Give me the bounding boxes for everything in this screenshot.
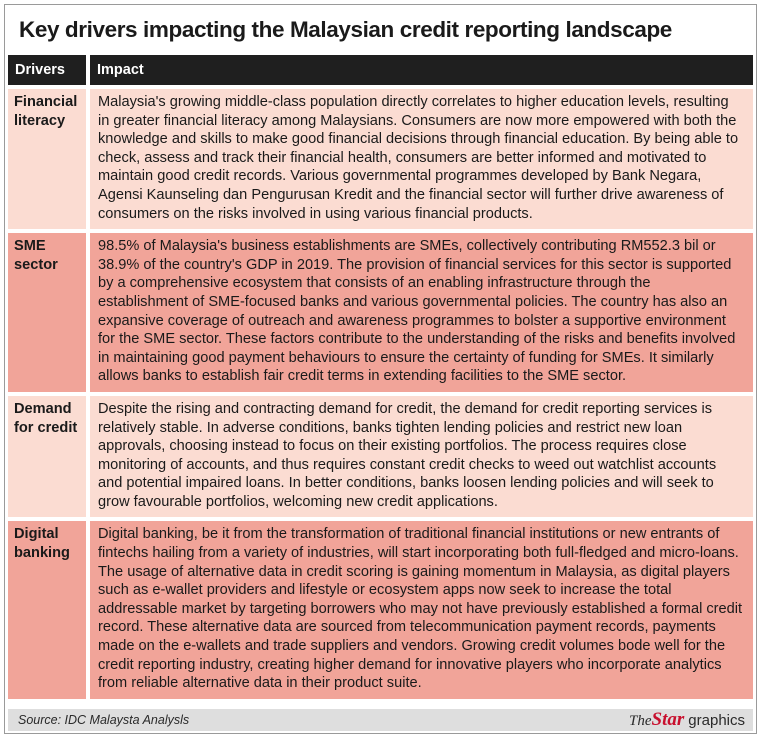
table-row	[8, 85, 753, 229]
brand-star: Star	[651, 709, 685, 730]
brand-the: The	[629, 713, 652, 729]
header-drivers: Drivers	[8, 55, 90, 85]
infographic-title: Key drivers impacting the Malaysian credit reporting landscape	[19, 17, 672, 42]
impact-demand-for-credit: Despite the rising and contracting demand for credit, the demand for credit reporting services is relatively stable. In adverse conditions, banks tighten lending policies and restrict new loan approvals, choosing instead to focus on their existing portfolios. The process requires close monitoring of accounts, and thus requires constant credit checks to weed out watchlist accounts and potential impaired loans. In better conditions, banks loosen lending policies and will seek to grow favourable portfolios, welcoming new credit applications.	[90, 392, 753, 518]
table-header-row	[8, 55, 753, 85]
driver-sme-sector: SME sector	[8, 229, 90, 392]
driver-demand-for-credit: Demand for credit	[8, 392, 90, 518]
impact-digital-banking: Digital banking, be it from the transformation of traditional financial institutions or new entrants of fintechs hailing from a variety of industries, will start incorporating both full-fledged and micro-loans. The usage of alternative data in credit scoring is gaining momentum in Malaysia, as digital players such as e-wallet providers and lifestyle or ecosystem apps now seek to increase the total addressable market by targeting borrowers who may not have previously established a formal credit record. These alternative data are sourced from telecommunication payment records, payments made on the e-wallets and trade suppliers and vendors. Growing credit volumes bode well for the credit reporting industry, creating higher demand for innovative players who incorporate analytics from reliable alternative data in their product suite.	[90, 517, 753, 698]
table-row	[8, 392, 753, 518]
impact-sme-sector: 98.5% of Malaysia's business establishments are SMEs, collectively contributing RM552.3 bil or 38.9% of the country's GDP in 2019. The provision of financial services for this sector is supported by a comprehensive ecosystem that consists of an enabling infrastructure through the establishment of SME-focused banks and various governmental policies. The country has also an expansive coverage of outreach and awareness programmes to bolster a supportive environment for the SME sector. These factors contribute to the understanding of the risks and benefits involved in maintaining good payment behaviours to ensure the certainty of funding for SMEs. It similarly allows banks to establish fair credit terms in extending facilities to the SME sector.	[90, 229, 753, 392]
infographic-frame	[4, 4, 757, 734]
table-row	[8, 229, 753, 392]
drivers-table	[8, 55, 753, 699]
table-row	[8, 517, 753, 698]
footer-bar	[8, 709, 753, 731]
thestar-graphics-logo	[629, 709, 745, 731]
header-impact: Impact	[90, 55, 753, 85]
source-note: Source: IDC Malaysta Analysls	[18, 713, 190, 727]
impact-financial-literacy: Malaysia's growing middle-class population directly correlates to higher education levels, resulting in greater financial literacy among Malaysians. Consumers are now more empowered with both the knowledge and skills to make good financial decisions through financial education. By being able to check, assess and track their financial health, consumers are better informed and motivated to maintain good credit records. Various governmental programmes developed by Bank Negara, Agensi Kaunseling dan Pengurusan Kredit and the financial sector will further drive awareness of consumers on the risks involved in using various financial products.	[90, 85, 753, 229]
driver-financial-literacy: Financial literacy	[8, 85, 90, 229]
brand-graphics: graphics	[688, 712, 745, 729]
driver-digital-banking: Digital banking	[8, 517, 90, 698]
